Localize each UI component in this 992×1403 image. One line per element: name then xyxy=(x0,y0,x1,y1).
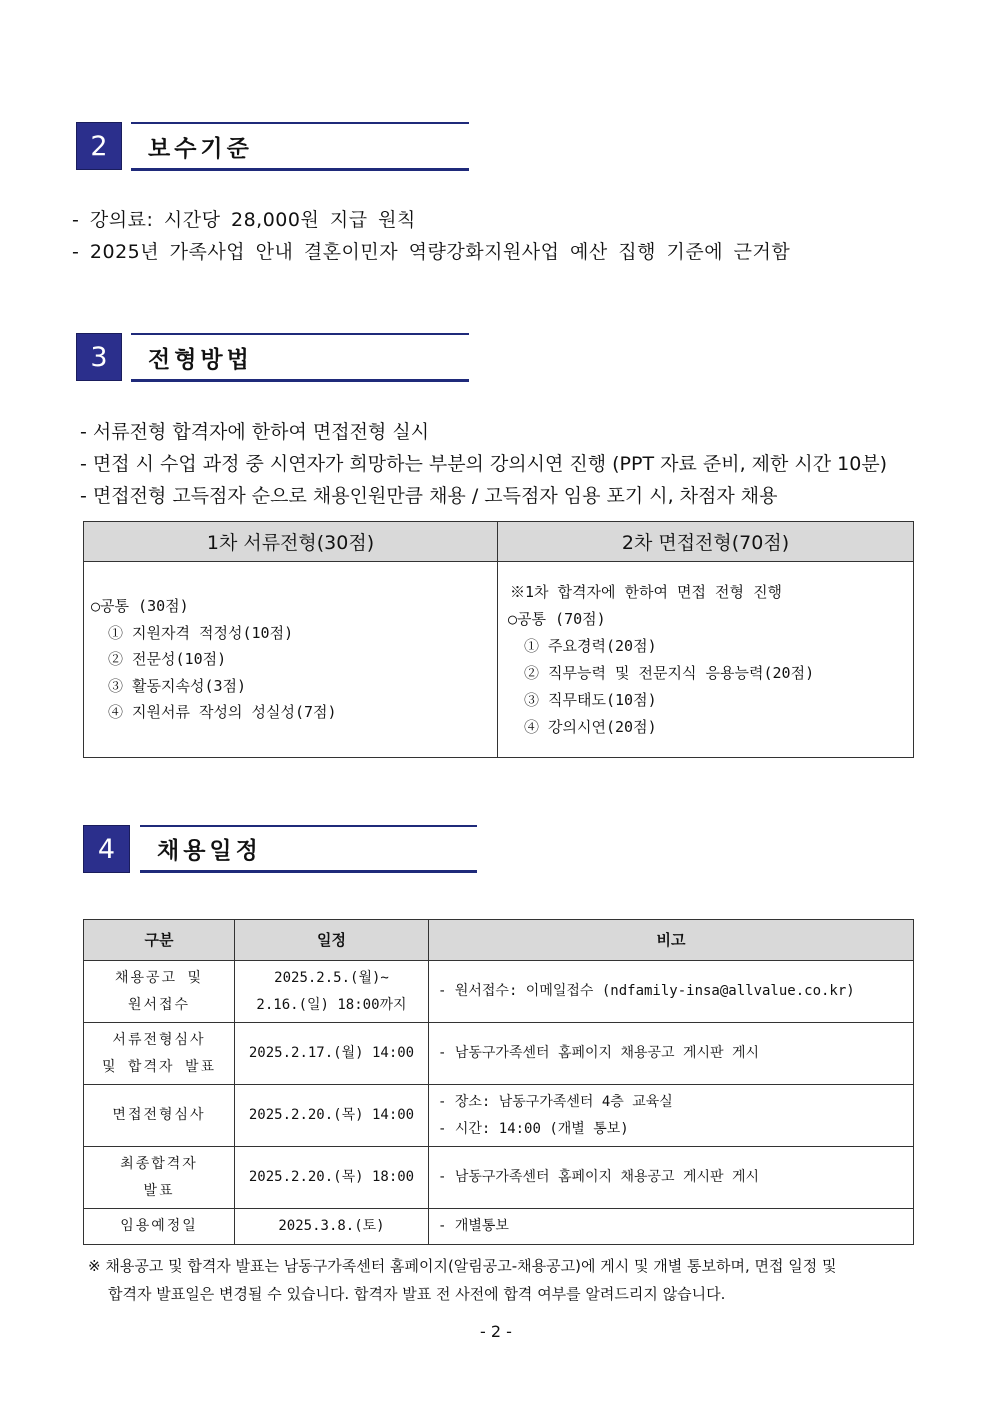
cell-line: 2025.2.20.(목) 14:00 xyxy=(248,1107,415,1123)
cell-line: - 원서접수: 이메일접수 (ndfamily-insa@allvalue.co.kr) xyxy=(438,983,855,999)
bullet-item: - 강의료: 시간당 28,000원 지급 원칙 xyxy=(72,209,416,231)
schedule-header-date xyxy=(235,920,429,961)
header-label: 비고 xyxy=(656,930,686,949)
cell-line: 및 합격자 발표 xyxy=(101,1058,216,1075)
cell-line: - 시간: 14:00 (개별 통보) xyxy=(438,1120,629,1137)
schedule-table xyxy=(83,919,914,1245)
schedule-row-1-remarks xyxy=(429,961,914,1023)
cell-line: 면접전형심사 xyxy=(112,1107,206,1123)
criteria-item: ④ 강의시연(20점) xyxy=(524,717,657,736)
criteria-group: ○공통 (30점) xyxy=(91,597,189,616)
section-3-title: 전형방법 xyxy=(148,346,253,373)
bullet-item: - 2025년 가족사업 안내 결혼이민자 역량강화지원사업 예산 집행 기준에 근거함 xyxy=(72,241,791,263)
schedule-row-5-date xyxy=(235,1209,429,1245)
bullet-item: - 면접전형 고득점자 순으로 채용인원만큼 채용 / 고득점자 임용 포기 시, 차점자 채용 xyxy=(80,485,778,507)
cell-line: 서류전형심사 xyxy=(112,1031,206,1048)
criteria-group: ○공통 (70점) xyxy=(508,609,606,628)
evaluation-header-stage-1 xyxy=(84,522,498,562)
section-4-number: 4 xyxy=(97,833,116,865)
criteria-item: ① 주요경력(20점) xyxy=(524,636,657,655)
header-label: 2차 면접전형(70점) xyxy=(621,532,790,554)
cell-line: 2025.3.8.(토) xyxy=(278,1218,385,1234)
evaluation-header-stage-2 xyxy=(498,522,914,562)
criteria-item: ① 지원자격 적정성(10점) xyxy=(108,623,294,642)
schedule-row-3-remarks xyxy=(429,1085,914,1147)
cell-line: 2.16.(일) 18:00까지 xyxy=(256,996,407,1013)
schedule-row-2-date xyxy=(235,1023,429,1085)
cell-line: - 개별통보 xyxy=(438,1218,509,1234)
criteria-item: ④ 지원서류 작성의 성실성(7점) xyxy=(108,703,337,722)
cell-line: 임용예정일 xyxy=(120,1218,198,1234)
section-2-number: 2 xyxy=(90,130,108,162)
cell-line: 원서접수 xyxy=(127,996,191,1013)
schedule-row-1-date xyxy=(235,961,429,1023)
cell-line: 채용공고 및 xyxy=(114,969,204,986)
schedule-row-5-remarks xyxy=(429,1209,914,1245)
section-2-number-box xyxy=(76,122,122,170)
footnote-line: ※ 채용공고 및 합격자 발표는 남동구가족센터 홈페이지(알림공고-채용공고)에 게시 및 개별 통보하며, 면접 일정 및 xyxy=(88,1257,837,1275)
section-4-number-box xyxy=(83,825,130,873)
schedule-row-3-date xyxy=(235,1085,429,1147)
section-3-number: 3 xyxy=(90,341,108,373)
schedule-row-2-category xyxy=(84,1023,235,1085)
header-label: 1차 서류전형(30점) xyxy=(206,532,375,554)
evaluation-cell-stage-2 xyxy=(498,562,914,758)
cell-line: 최종합격자 xyxy=(120,1155,198,1172)
section-2-title-band xyxy=(131,122,469,171)
cell-line: 발표 xyxy=(143,1182,175,1199)
section-3-bullets xyxy=(80,416,887,512)
page-number: - 2 - xyxy=(480,1322,512,1341)
section-4-title: 채용일정 xyxy=(157,838,262,864)
cell-line: - 남동구가족센터 홈페이지 채용공고 게시판 게시 xyxy=(438,1045,760,1061)
section-2-title: 보수기준 xyxy=(148,135,253,162)
cell-line: 2025.2.20.(목) 18:00 xyxy=(248,1169,415,1185)
cell-line: 2025.2.5.(월)~ xyxy=(274,969,389,986)
schedule-row-4-remarks xyxy=(429,1147,914,1209)
cell-line: - 남동구가족센터 홈페이지 채용공고 게시판 게시 xyxy=(438,1169,760,1185)
header-label: 일정 xyxy=(317,930,346,949)
criteria-item: ③ 활동지속성(3점) xyxy=(108,676,247,695)
section-3-number-box xyxy=(76,333,122,381)
schedule-row-4-category xyxy=(84,1147,235,1209)
section-4-title-band xyxy=(140,825,477,873)
criteria-item: ③ 직무태도(10점) xyxy=(524,690,657,709)
criteria-item: ② 전문성(10점) xyxy=(108,650,227,669)
schedule-row-1-category xyxy=(84,961,235,1023)
bullet-item: - 서류전형 합격자에 한하여 면접전형 실시 xyxy=(80,421,430,443)
schedule-row-3-category xyxy=(84,1085,235,1147)
cell-line: 2025.2.17.(월) 14:00 xyxy=(248,1045,415,1061)
section-3-title-band xyxy=(131,333,469,382)
schedule-header-remarks xyxy=(429,920,914,961)
criteria-item: ② 직무능력 및 전문지식 응용능력(20점) xyxy=(524,663,815,682)
footnote-line: 합격자 발표일은 변경될 수 있습니다. 합격자 발표 전 사전에 합격 여부를 알려드리지 않습니다. xyxy=(108,1285,726,1303)
section-2-bullets xyxy=(72,204,790,268)
evaluation-cell-stage-1 xyxy=(84,562,498,758)
cell-line: - 장소: 남동구가족센터 4층 교육실 xyxy=(438,1093,673,1110)
schedule-row-5-category xyxy=(84,1209,235,1245)
evaluation-table xyxy=(83,521,914,758)
header-label: 구분 xyxy=(144,930,174,949)
schedule-row-2-remarks xyxy=(429,1023,914,1085)
schedule-header-category xyxy=(84,920,235,961)
schedule-row-4-date xyxy=(235,1147,429,1209)
criteria-note: ※1차 합격자에 한하여 면접 전형 진행 xyxy=(510,582,783,601)
footnote xyxy=(88,1252,837,1308)
bullet-item: - 면접 시 수업 과정 중 시연자가 희망하는 부분의 강의시연 진행 (PPT 자료 준비, 제한 시간 10분) xyxy=(80,453,888,475)
